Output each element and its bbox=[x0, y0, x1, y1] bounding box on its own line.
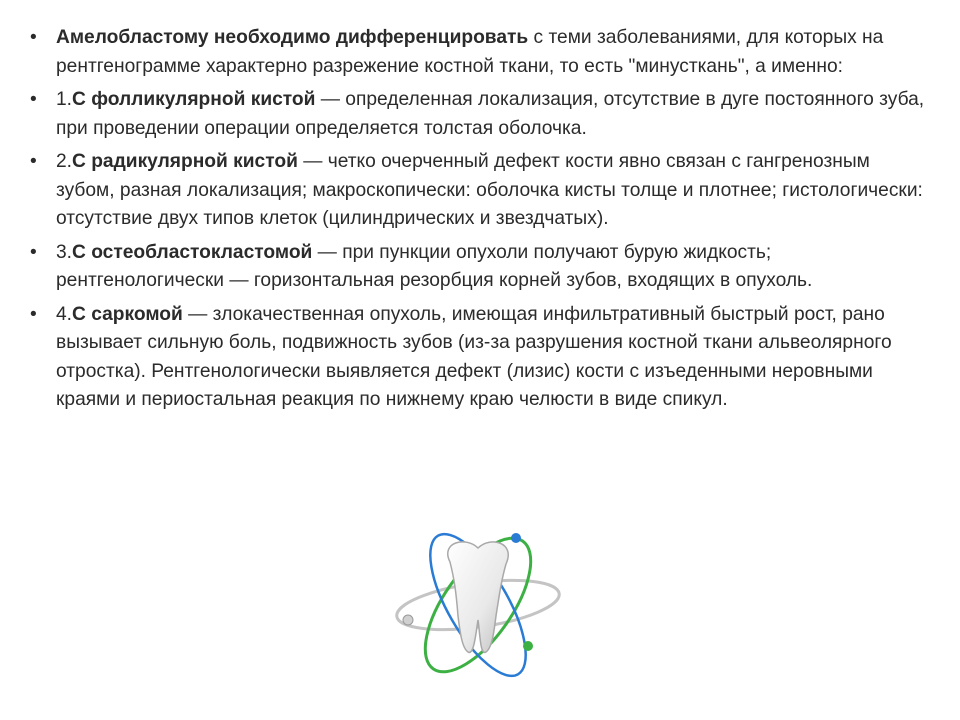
bullet-item-3 bbox=[30, 239, 930, 296]
bullet-intro bbox=[30, 24, 930, 81]
item-text: — четко очерченный дефект кости явно связан с гангренозным зубом, разная локализация; макроскопически: оболочка кисты толще и плотнее; гистологически: отсутствие двух типов клеток (цилиндрических и звездчатых). bbox=[56, 151, 923, 229]
bullet-list bbox=[30, 24, 930, 420]
bullet-dot: • bbox=[30, 151, 37, 172]
electron-blue bbox=[511, 533, 521, 543]
item-bold: С радикулярной кистой bbox=[72, 151, 298, 172]
item-bold: С остеобластокластомой bbox=[72, 241, 313, 263]
item-number: 2. bbox=[56, 151, 73, 172]
bullet-dot: • bbox=[30, 241, 37, 263]
intro-text: с теми заболеваниями, для которых на рентгенограмме характерно разрежение костной ткани, то есть "минусткань", а именно: bbox=[56, 27, 884, 77]
item-text: — определенная локализация, отсутствие в дуге постоянного зуба, при проведении операции определяется толстая оболочка. bbox=[56, 89, 925, 139]
item-text: — при пункции опухоли получают бурую жидкость; рентгенологически — горизонтальная резорбция корней зубов, входящих в опухоль. bbox=[56, 241, 813, 291]
item-bold: С фолликулярной кистой bbox=[72, 89, 316, 110]
electron-green bbox=[523, 641, 533, 651]
item-number: 1. bbox=[56, 89, 73, 110]
electron-gray bbox=[403, 615, 413, 625]
tooth-with-orbits-icon bbox=[388, 520, 568, 690]
item-bold: С саркомой bbox=[72, 303, 183, 325]
item-number: 3. bbox=[56, 241, 73, 263]
bullet-item-4 bbox=[30, 301, 930, 415]
bullet-item-2 bbox=[30, 148, 930, 234]
item-number: 4. bbox=[56, 303, 73, 325]
bullet-dot: • bbox=[30, 89, 37, 110]
bullet-dot: • bbox=[30, 27, 37, 48]
bullet-dot: • bbox=[30, 303, 37, 325]
bullet-item-1 bbox=[30, 86, 930, 143]
intro-bold: Амелобластому необходимо дифференцировать bbox=[56, 27, 529, 48]
item-text: — злокачественная опухоль, имеющая инфильтративный быстрый рост, рано вызывает сильную боль, подвижность зубов (из-за разрушения костной ткани альвеолярного отростка). Рентгенологически выявляется дефект (лизис) кости с изъеденными неровными краями и периостальная реакция по нижнему краю челюсти в виде спикул. bbox=[56, 303, 892, 410]
